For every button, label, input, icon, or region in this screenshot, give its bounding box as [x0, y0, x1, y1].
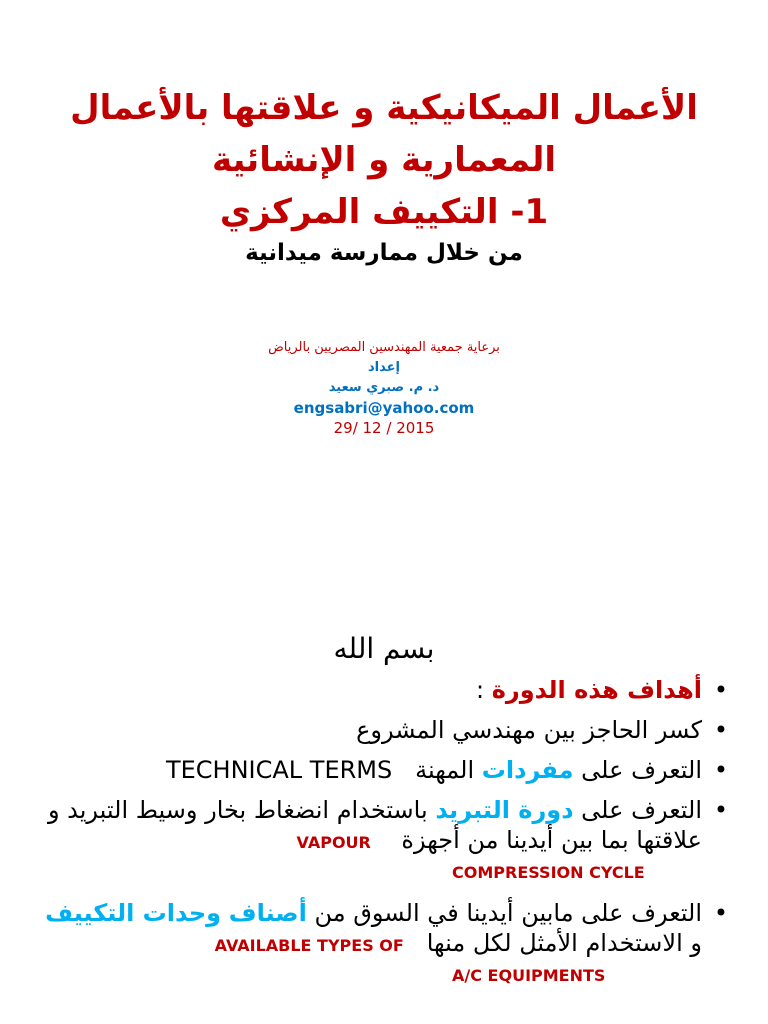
title-block: [0, 82, 768, 266]
author-email: engsabri@yahoo.com: [293, 399, 475, 417]
title-line-1: الأعمال الميكانيكية و علاقتها بالأعمال: [70, 88, 698, 128]
goals-heading-item: [32, 675, 732, 705]
goal-2-highlight: مفردات: [481, 756, 574, 784]
goals-list: [32, 675, 732, 991]
title-line-3: 1- التكييف المركزي: [219, 192, 549, 232]
goal-item-3: [32, 795, 732, 888]
goals-slide: [0, 540, 768, 1024]
credits-block: [0, 338, 768, 438]
prepared-by-label: إعداد: [368, 360, 400, 375]
goal-4-highlight-a: أصناف: [228, 899, 307, 927]
goal-4-english-1: AVAILABLE TYPES OF: [214, 936, 404, 955]
goal-2-english: TECHNICAL TERMS: [165, 756, 393, 784]
author-name: د. م. صبري سعيد: [328, 380, 440, 395]
title-line-2: المعمارية و الإنشائية: [211, 140, 557, 180]
sponsor-text: برعاية جمعية المهندسين المصريين بالرياض: [268, 340, 500, 355]
subtitle: من خلال ممارسة ميدانية: [245, 240, 523, 266]
goal-2-pre: التعرف على: [581, 756, 702, 784]
goal-item-1: [32, 715, 732, 745]
presentation-date: 29/ 12 / 2015: [333, 419, 435, 437]
goals-colon: :: [476, 676, 485, 704]
goal-4-pre: التعرف على مابين أيدينا في السوق من: [314, 899, 702, 927]
goal-2-post: المهنة: [415, 756, 475, 784]
goal-3-english-1: VAPOUR: [296, 833, 371, 852]
goal-item-2: [32, 755, 732, 785]
goal-4-english-2: A/C EQUIPMENTS: [452, 966, 606, 985]
goals-heading: أهداف هذه الدورة: [491, 676, 702, 704]
bismillah-heading: بسم الله: [333, 632, 435, 665]
goal-3-pre: التعرف على: [581, 796, 702, 824]
goal-4-highlight-b: وحدات التكييف: [45, 899, 222, 927]
goal-item-4: [32, 898, 732, 991]
goal-3-post: باستخدام انضغاط بخار وسيط التبريد و علاقتها بما بين أيدينا من أجهزة: [47, 796, 702, 854]
goal-3-english-2: COMPRESSION CYCLE: [452, 863, 645, 882]
goal-4-post: و الاستخدام الأمثل لكل منها: [426, 929, 702, 957]
goal-1-text: كسر الحاجز بين مهندسي المشروع: [356, 716, 702, 744]
goal-3-highlight: دورة التبريد: [435, 796, 574, 824]
